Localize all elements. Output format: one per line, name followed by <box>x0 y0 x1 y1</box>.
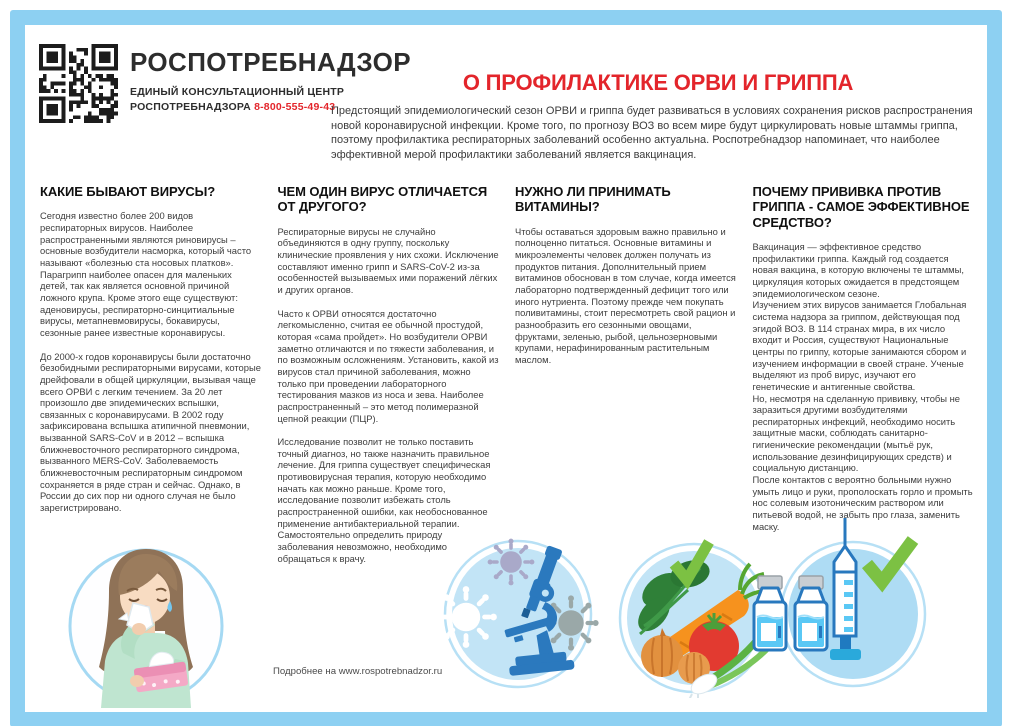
column-paragraph: Но, несмотря на сделанную прививку, чтобы не заразиться другими возбудителями респираторных инфекций, необходимо носить защитные маски, соблюдать санитарно-гигиенические рекомендации (мытьё рук, использование дезинфицирующих средств) и социальную дистанцию. <box>752 392 961 474</box>
poster-title: О ПРОФИЛАКТИКЕ ОРВИ И ГРИППА <box>462 69 854 95</box>
column-vaccination <box>753 184 975 576</box>
column-paragraph: Респираторные вирусы не случайно объединяются в одну группу, поскольку клинические проявления у них схожи. Исключение составляют именно грипп и SARS-CoV-2 из-за особенностей вызываемых ими поражений лёгких и других органов. <box>277 225 499 295</box>
column-paragraph: После контактов с вероятно больными нужно умыть лицо и руки, прополоскать горло и промыть нос солевым изотоническим раствором или питьевой водой, не забыть про глаза, заменить маску. <box>752 474 973 532</box>
column-heading: ЧЕМ ОДИН ВИРУС ОТЛИЧАЕТСЯ ОТ ДРУГОГО? <box>277 184 488 215</box>
column-paragraph: Чтобы оставаться здоровым важно правильно и полноценно питаться. Основные витамины и микроэлементы человек должен получать из продуктов питания. Дополнительный прием витаминов обоснован в том случае, когда имеется лабораторно подтвержденный дефицит того или иного нутриента. Поэтому прежде чем покупать поливитамины, стоит пересмотреть свой рацион и разнообразить его сезонными овощами, фруктами, зеленью, рыбой, цельнозерновыми крупами, нерафинированным растительным маслом. <box>515 225 736 365</box>
hand <box>130 675 144 687</box>
column-virus-differences <box>278 184 500 576</box>
column-virus-types <box>40 184 262 576</box>
column-paragraph: Изучением этих вирусов занимается Глобальная система надзора за гриппом, действующая под эгидой ВОЗ. В 114 странах мира, в их число входит и Россия, существуют Национальные центры по гриппу, которые занимаются сбором и изучением информации в своей стране. Ученые выделяют из проб вирус, изучают его генетические и антигенные свойства. <box>752 299 967 392</box>
vaccine-vial <box>754 576 786 650</box>
column-paragraph: Часто к ОРВИ относятся достаточно легкомысленно, считая ее обычной простудой, которая «сама пройдет». Но возбудители ОРВИ заметно отличаются и по тяжести заболевания, и по возможным осложнениям. Установить, какой из вирусов стал причиной заболевания, можно только при проведении лабораторного тестирования мазков из носа и зева. Наиболее распространенный – это метод полимеразной цепной реакции (ПЦР). <box>277 307 499 424</box>
logo-subtitle-org: РОСПОТРЕБНАДЗОРА <box>130 101 251 113</box>
column-heading: ПОЧЕМУ ПРИВИВКА ПРОТИВ ГРИППА - САМОЕ ЭФФЕКТИВНОЕ СРЕДСТВО? <box>752 184 970 230</box>
column-paragraph: Сегодня известно более 200 видов респираторных вирусов. Наиболее распространенными являются риновирусы – основные возбудители насморка, который часто называют «болезнью ста носовых платков». Парагрипп наиболее опасен для маленьких детей, так как является основной причиной ложного крупа. Кроме этого еще существуют: аденовирусы, респираторно-синцитиальные вирусы, метапневмовирусы, бокавирусы, сезонные ранее известные коронавирусы. <box>40 210 252 338</box>
footer-link: Подробнее на www.rospotrebnadzor.ru <box>273 666 443 677</box>
vaccine-vial <box>795 576 827 650</box>
logo-phone: 8-800-555-49-43 <box>254 101 336 113</box>
column-vitamins <box>515 184 737 576</box>
hand <box>132 623 146 635</box>
column-paragraph: Исследование позволит не только поставить точный диагноз, но также назначить правильное лечение. Для гриппа существует специфическая противовирусная терапия, которую необходимо начать как можно раньше. Кроме того, исследование позволит избежать столь распространенной ошибки, как необоснованное применение антибактериальной терапии. Самостоятельно определить природу заболевания невозможно, необходимо обращаться к врачу. <box>277 436 491 564</box>
logo-title: РОСПОТРЕБНАДЗОР <box>130 47 412 77</box>
column-heading: КАКИЕ БЫВАЮТ ВИРУСЫ? <box>40 184 216 199</box>
virus-icon <box>436 586 497 648</box>
columns-area <box>40 184 974 576</box>
column-paragraph: Вакцинация — эффективное средство профилактики гриппа. Каждый год создается новая вакцина, в которую включены те штаммы, циркуляция которых ожидается в предстоящем эпидемиологическом сезоне. <box>752 240 964 299</box>
column-heading: НУЖНО ЛИ ПРИНИМАТЬ ВИТАМИНЫ? <box>515 184 671 215</box>
column-paragraph: До 2000-х годов коронавирусы были достаточно безобидными респираторными вирусами, которые дрейфовали в общей циркуляции, вызывая чаще всего ОРВИ с легким течением. За 20 лет произошло две эпидемических вспышки, связанных с коронавирусами. В 2002 году зафиксирована вспышка атипичной пневмонии, вызванной SARS-CoV и в 2012 – вспышка ближневосточного респираторного синдрома, вызванного MERS-CoV. Заболеваемость ближневосточным респираторным синдромом сохраняется в ряде стран и сейчас. Однако, в России до сих пор ни одного случая не было зарегистрировано. <box>40 350 261 514</box>
intro-paragraph: Предстоящий эпидемиологический сезон ОРВИ и гриппа будет развиваться в условиях сохранения рисков распространения новой коронавирусной инфекции. Кроме того, по прогнозу ВОЗ во всем мире будут циркулировать новые штаммы гриппа, поэтому профилактика респираторных заболеваний особенно актуальна. Роспотребнадзор напоминает, что наиболее эффективной мерой профилактики заболеваний является вакцинация. <box>331 105 973 161</box>
logo-subtitle-line1: ЕДИНЫЙ КОНСУЛЬТАЦИОННЫЙ ЦЕНТР <box>130 86 345 98</box>
qr-code <box>39 44 118 123</box>
